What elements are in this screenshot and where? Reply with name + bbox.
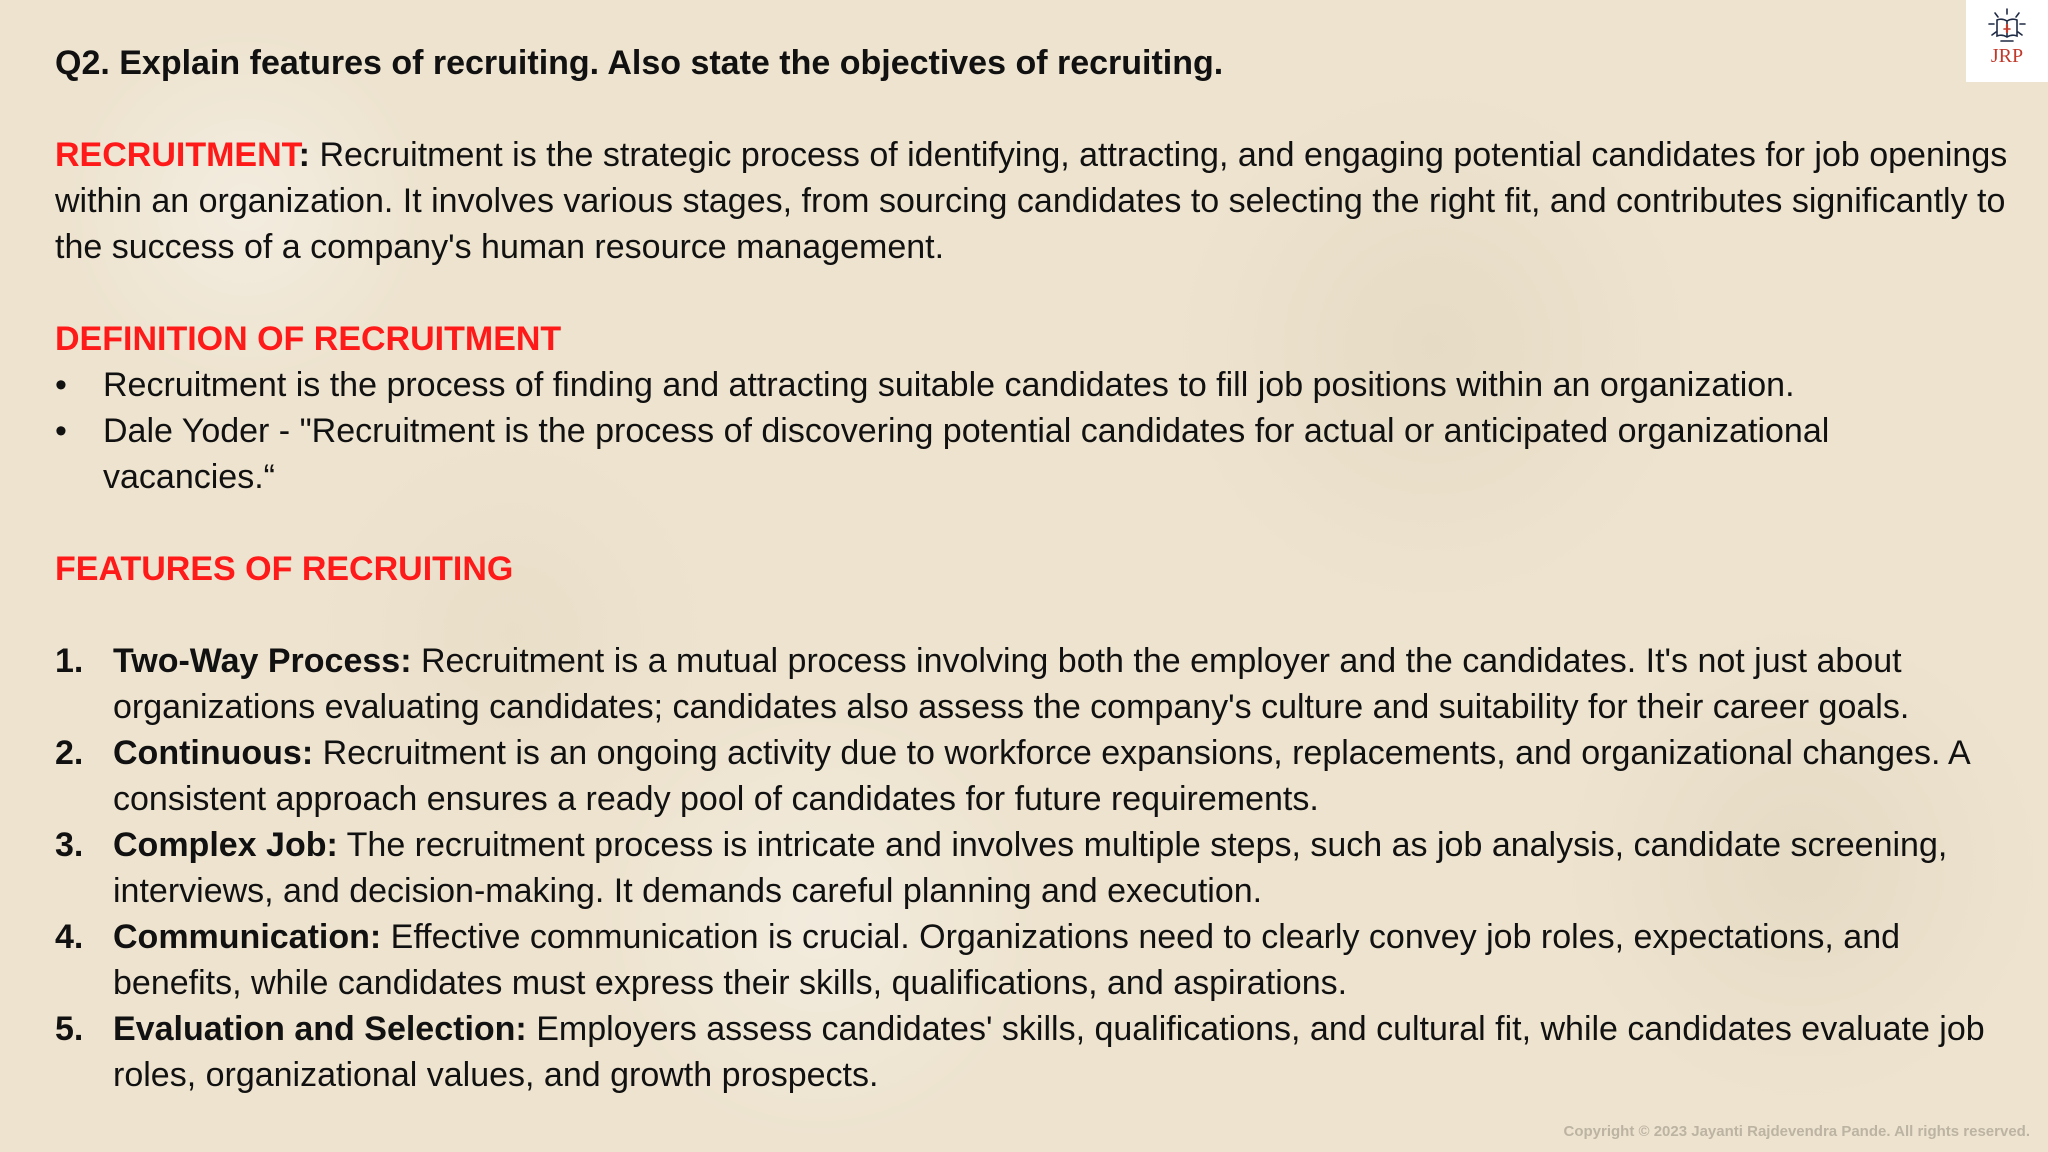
book-sun-icon bbox=[1987, 8, 2027, 44]
feature-item bbox=[55, 914, 2010, 1006]
feature-number: 1. bbox=[55, 642, 84, 680]
definition-item-text: Dale Yoder - "Recruitment is the process of discovering potential candidates for actual or anticipated organizational vacancies.“ bbox=[103, 412, 1830, 496]
features-heading: FEATURES OF RECRUITING bbox=[55, 550, 514, 588]
feature-title: Two-Way Process: bbox=[113, 642, 412, 680]
feature-title: Continuous: bbox=[113, 734, 314, 772]
feature-number: 3. bbox=[55, 826, 84, 864]
definition-item bbox=[55, 362, 2010, 408]
question-title: Q2. Explain features of recruiting. Also state the objectives of recruiting. bbox=[55, 44, 1224, 82]
definition-item-text: Recruitment is the process of finding and attracting suitable candidates to fill job positions within an organization. bbox=[103, 366, 1795, 404]
feature-title: Communication: bbox=[113, 918, 382, 956]
feature-title: Evaluation and Selection: bbox=[113, 1010, 527, 1048]
recruitment-paragraph bbox=[55, 132, 2010, 270]
copyright-notice: Copyright © 2023 Jayanti Rajdevendra Pande. All rights reserved. bbox=[1563, 1123, 2030, 1140]
definition-item bbox=[55, 408, 2010, 500]
slide-content bbox=[55, 40, 2010, 1098]
feature-item bbox=[55, 730, 2010, 822]
feature-item bbox=[55, 1006, 2010, 1098]
feature-number: 2. bbox=[55, 734, 84, 772]
definition-list bbox=[55, 362, 2010, 500]
feature-text: Recruitment is a mutual process involving both the employer and the candidates. It's not just about organizations evaluating candidates; candidates also assess the company's culture and suitability for their career goals. bbox=[113, 642, 1910, 726]
recruitment-colon: : bbox=[298, 136, 310, 174]
recruitment-text: Recruitment is the strategic process of identifying, attracting, and engaging potential candidates for job openings within an organization. It involves various stages, from sourcing candidates to selecting the right fit, and contributes significantly to the success of a company's human resource management. bbox=[55, 136, 2008, 266]
feature-text: The recruitment process is intricate and involves multiple steps, such as job analysis, candidate screening, interviews, and decision-making. It demands careful planning and execution. bbox=[113, 826, 1948, 910]
jrp-logo bbox=[1966, 0, 2048, 82]
bullet-icon: • bbox=[55, 366, 67, 404]
recruitment-label: RECRUITMENT bbox=[55, 136, 299, 174]
features-list bbox=[55, 638, 2010, 1098]
feature-item bbox=[55, 822, 2010, 914]
feature-item bbox=[55, 638, 2010, 730]
logo-text: JRP bbox=[1990, 45, 2024, 67]
bullet-icon: • bbox=[55, 412, 67, 450]
feature-text: Employers assess candidates' skills, qualifications, and cultural fit, while candidates evaluate job roles, organizational values, and growth prospects. bbox=[113, 1010, 1985, 1094]
feature-title: Complex Job: bbox=[113, 826, 338, 864]
definition-heading: DEFINITION OF RECRUITMENT bbox=[55, 320, 562, 358]
feature-number: 5. bbox=[55, 1010, 84, 1048]
feature-text: Recruitment is an ongoing activity due to workforce expansions, replacements, and organizational changes. A consistent approach ensures a ready pool of candidates for future requirements. bbox=[113, 734, 1969, 818]
feature-number: 4. bbox=[55, 918, 84, 956]
feature-text: Effective communication is crucial. Organizations need to clearly convey job roles, expectations, and benefits, while candidates must express their skills, qualifications, and aspirations. bbox=[113, 918, 1901, 1002]
